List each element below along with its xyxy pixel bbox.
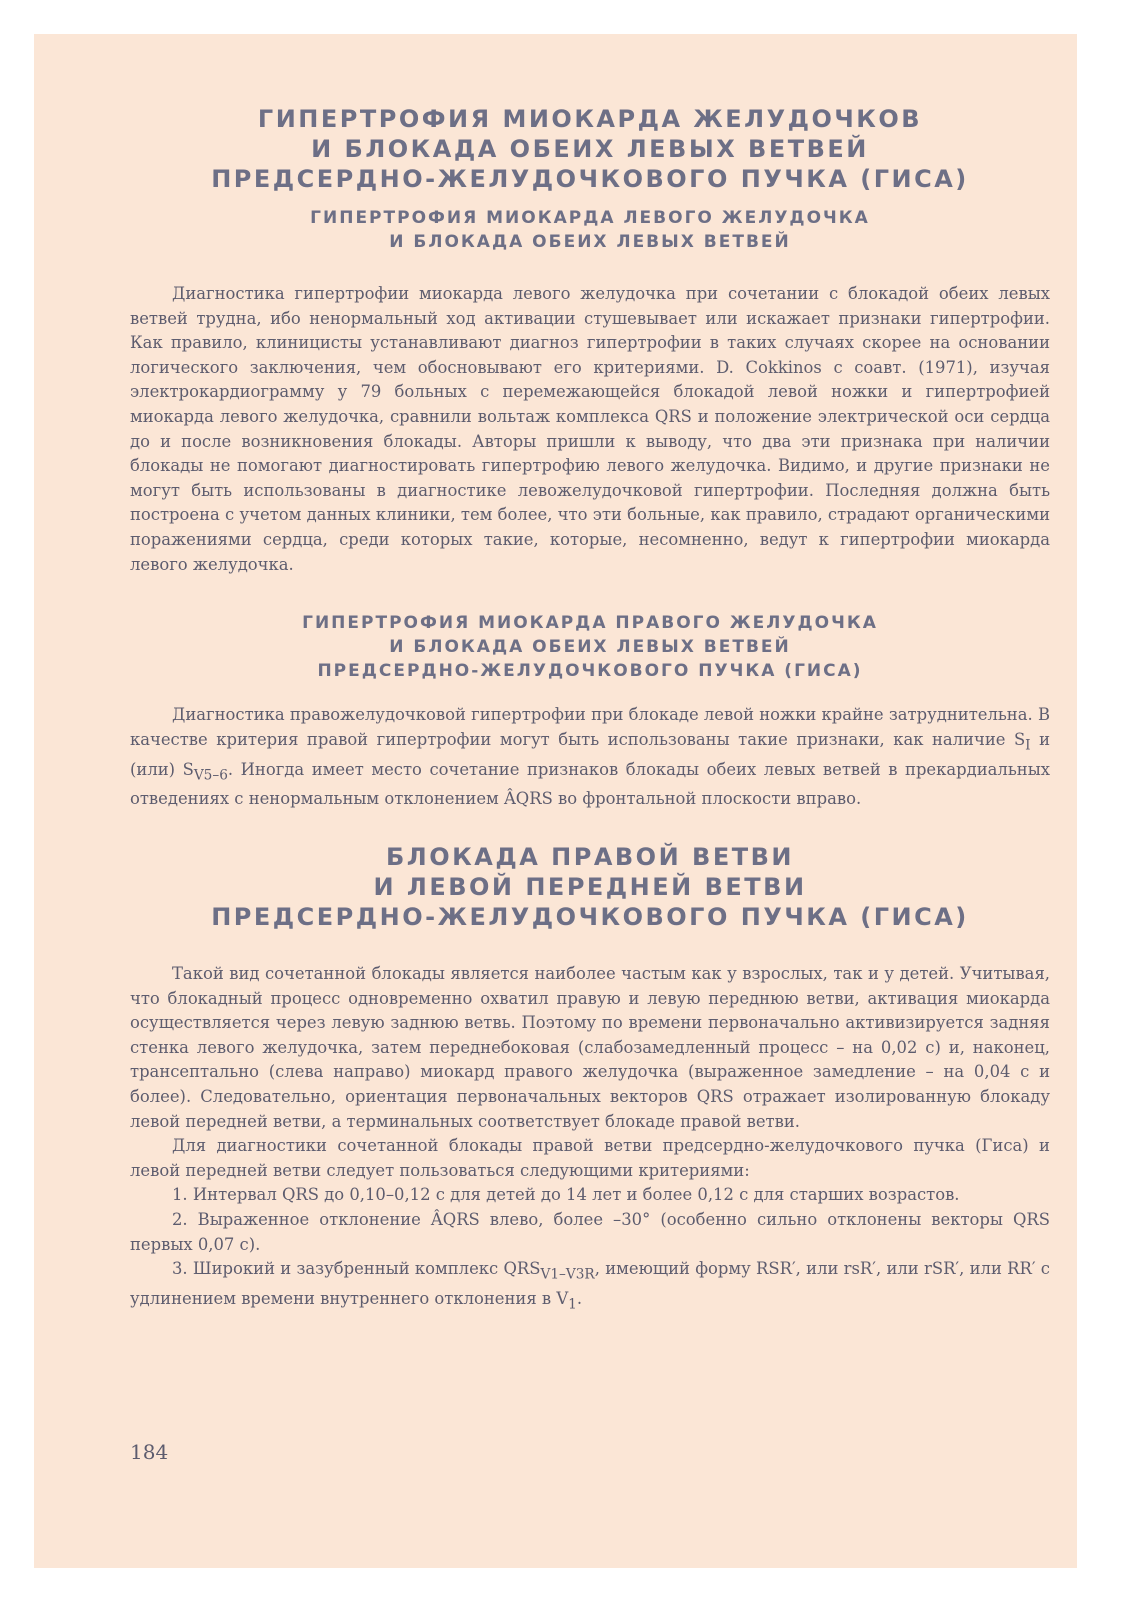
- subsection2-title-line: И БЛОКАДА ОБЕИХ ЛЕВЫХ ВЕТВЕЙ: [389, 637, 791, 658]
- criteria-item: [130, 1257, 1050, 1317]
- book-page: [34, 34, 1077, 1568]
- subsection2-title: [130, 611, 1050, 683]
- section2-paragraph: Такой вид сочетанной блокады является наиболее частым как у взрослых, так и у детей. Учитывая, что блокадный процесс одновременно охватил правую и левую переднюю ветви, активация миокарда осуществляется через левую заднюю ветвь. Поэтому по времени первоначально активизируется задняя стенка левого желудочка, затем переднебоковая (слабозамедленный процесс – на 0,02 с) и, наконец, трансептально (слева направо) миокард правого желудочка (выраженное замедление – на 0,04 с и более). Следовательно, ориентация первоначальных векторов QRS отражает изолированную блокаду левой передней ветви, а терминальных соответствует блокаде правой ветви.: [130, 964, 1050, 1131]
- text-run: .: [576, 1289, 583, 1309]
- text-run: и (или) S: [130, 729, 1050, 779]
- section1-title: [130, 104, 1050, 194]
- subsection2-title-line: ГИПЕРТРОФИЯ МИОКАРДА ПРАВОГО ЖЕЛУДОЧКА: [302, 613, 878, 634]
- subscript: V1–V3R: [540, 1266, 595, 1283]
- section1-title-line: И БЛОКАДА ОБЕИХ ЛЕВЫХ ВЕТВЕЙ: [311, 135, 869, 163]
- section1-title-line: ГИПЕРТРОФИЯ МИОКАРДА ЖЕЛУДОЧКОВ: [257, 105, 923, 133]
- page-number: 184: [130, 1440, 169, 1464]
- subsection2-paragraph: [130, 703, 1050, 812]
- section2-title: [130, 842, 1050, 932]
- subsection1-title: [130, 206, 1050, 254]
- section2-title-line: БЛОКАДА ПРАВОЙ ВЕТВИ: [386, 843, 794, 872]
- text-run: . Иногда имеет место сочетание признаков блокады обеих левых ветвей в прекардиальных отведениях с ненормальным отклонением ÂQRS во фронтальной плоскости вправо.: [130, 759, 1050, 809]
- section2-title-line: ПРЕДСЕРДНО-ЖЕЛУДОЧКОВОГО ПУЧКА (ГИСА): [211, 903, 969, 932]
- text-run: , имеющий форму RSR′, или rsR′, или rSR′, или RR′ с удлинением времени внутреннего отклонения в V: [130, 1259, 1050, 1309]
- criteria-item: 1. Интервал QRS до 0,10–0,12 с для детей до 14 лет и более 0,12 с для старших возрастов.: [172, 1185, 960, 1205]
- section2-title-line: И ЛЕВОЙ ПЕРЕДНЕЙ ВЕТВИ: [373, 873, 807, 902]
- subsection1-title-line: ГИПЕРТРОФИЯ МИОКАРДА ЛЕВОГО ЖЕЛУДОЧКА: [310, 208, 870, 228]
- text-run: 3. Широкий и зазубренный комплекс QRS: [172, 1259, 541, 1279]
- subsection2-title-line: ПРЕДСЕРДНО-ЖЕЛУДОЧКОВОГО ПУЧКА (ГИСА): [317, 661, 863, 682]
- subscript: I: [1025, 737, 1031, 753]
- subscript: V5–6: [193, 766, 228, 783]
- page-content: [130, 34, 1050, 1317]
- subscript: 1: [568, 1296, 577, 1313]
- section1-title-line: ПРЕДСЕРДНО-ЖЕЛУДОЧКОВОГО ПУЧКА (ГИСА): [211, 165, 969, 193]
- text-run: Диагностика правожелудочковой гипертрофии при блокаде левой ножки крайне затруднительна. В качестве критерия правой гипертрофии могут быть использованы такие признаки, как наличие S: [130, 705, 1050, 749]
- criteria-item: 2. Выраженное отклонение ÂQRS влево, более –30° (особенно сильно отклонены векторы QRS первых 0,07 с).: [130, 1210, 1050, 1254]
- subsection1-title-line: И БЛОКАДА ОБЕИХ ЛЕВЫХ ВЕТВЕЙ: [389, 232, 791, 252]
- section2-paragraph: Для диагностики сочетанной блокады правой ветви предсердно-желудочкового пучка (Гиса) и левой передней ветви следует пользоваться следующими критериями:: [130, 1136, 1050, 1180]
- subsection1-paragraph: Диагностика гипертрофии миокарда левого желудочка при сочетании с блокадой обеих левых ветвей трудна, ибо ненормальный ход активации стушевывает или искажает признаки гипертрофии. Как правило, клиницисты устанавливают диагноз гипертрофии в таких случаях скорее на основании логического заключения, чем обосновывают его критериями. D. Cokkinos с соавт. (1971), изучая электрокардиограмму у 79 больных с перемежающейся блокадой левой ножки и гипертрофией миокарда левого желудочка, сравнили вольтаж комплекса QRS и положение электрической оси сердца до и после возникновения блокады. Авторы пришли к выводу, что два эти признака при наличии блокады не помогают диагностировать гипертрофию левого желудочка. Видимо, и другие признаки не могут быть использованы в диагностике левожелудочковой гипертрофии. Последняя должна быть построена с учетом данных клиники, тем более, что эти больные, как правило, страдают органическими поражениями сердца, среди которых такие, которые, несомненно, ведут к гипертрофии миокарда левого желудочка.: [130, 284, 1050, 574]
